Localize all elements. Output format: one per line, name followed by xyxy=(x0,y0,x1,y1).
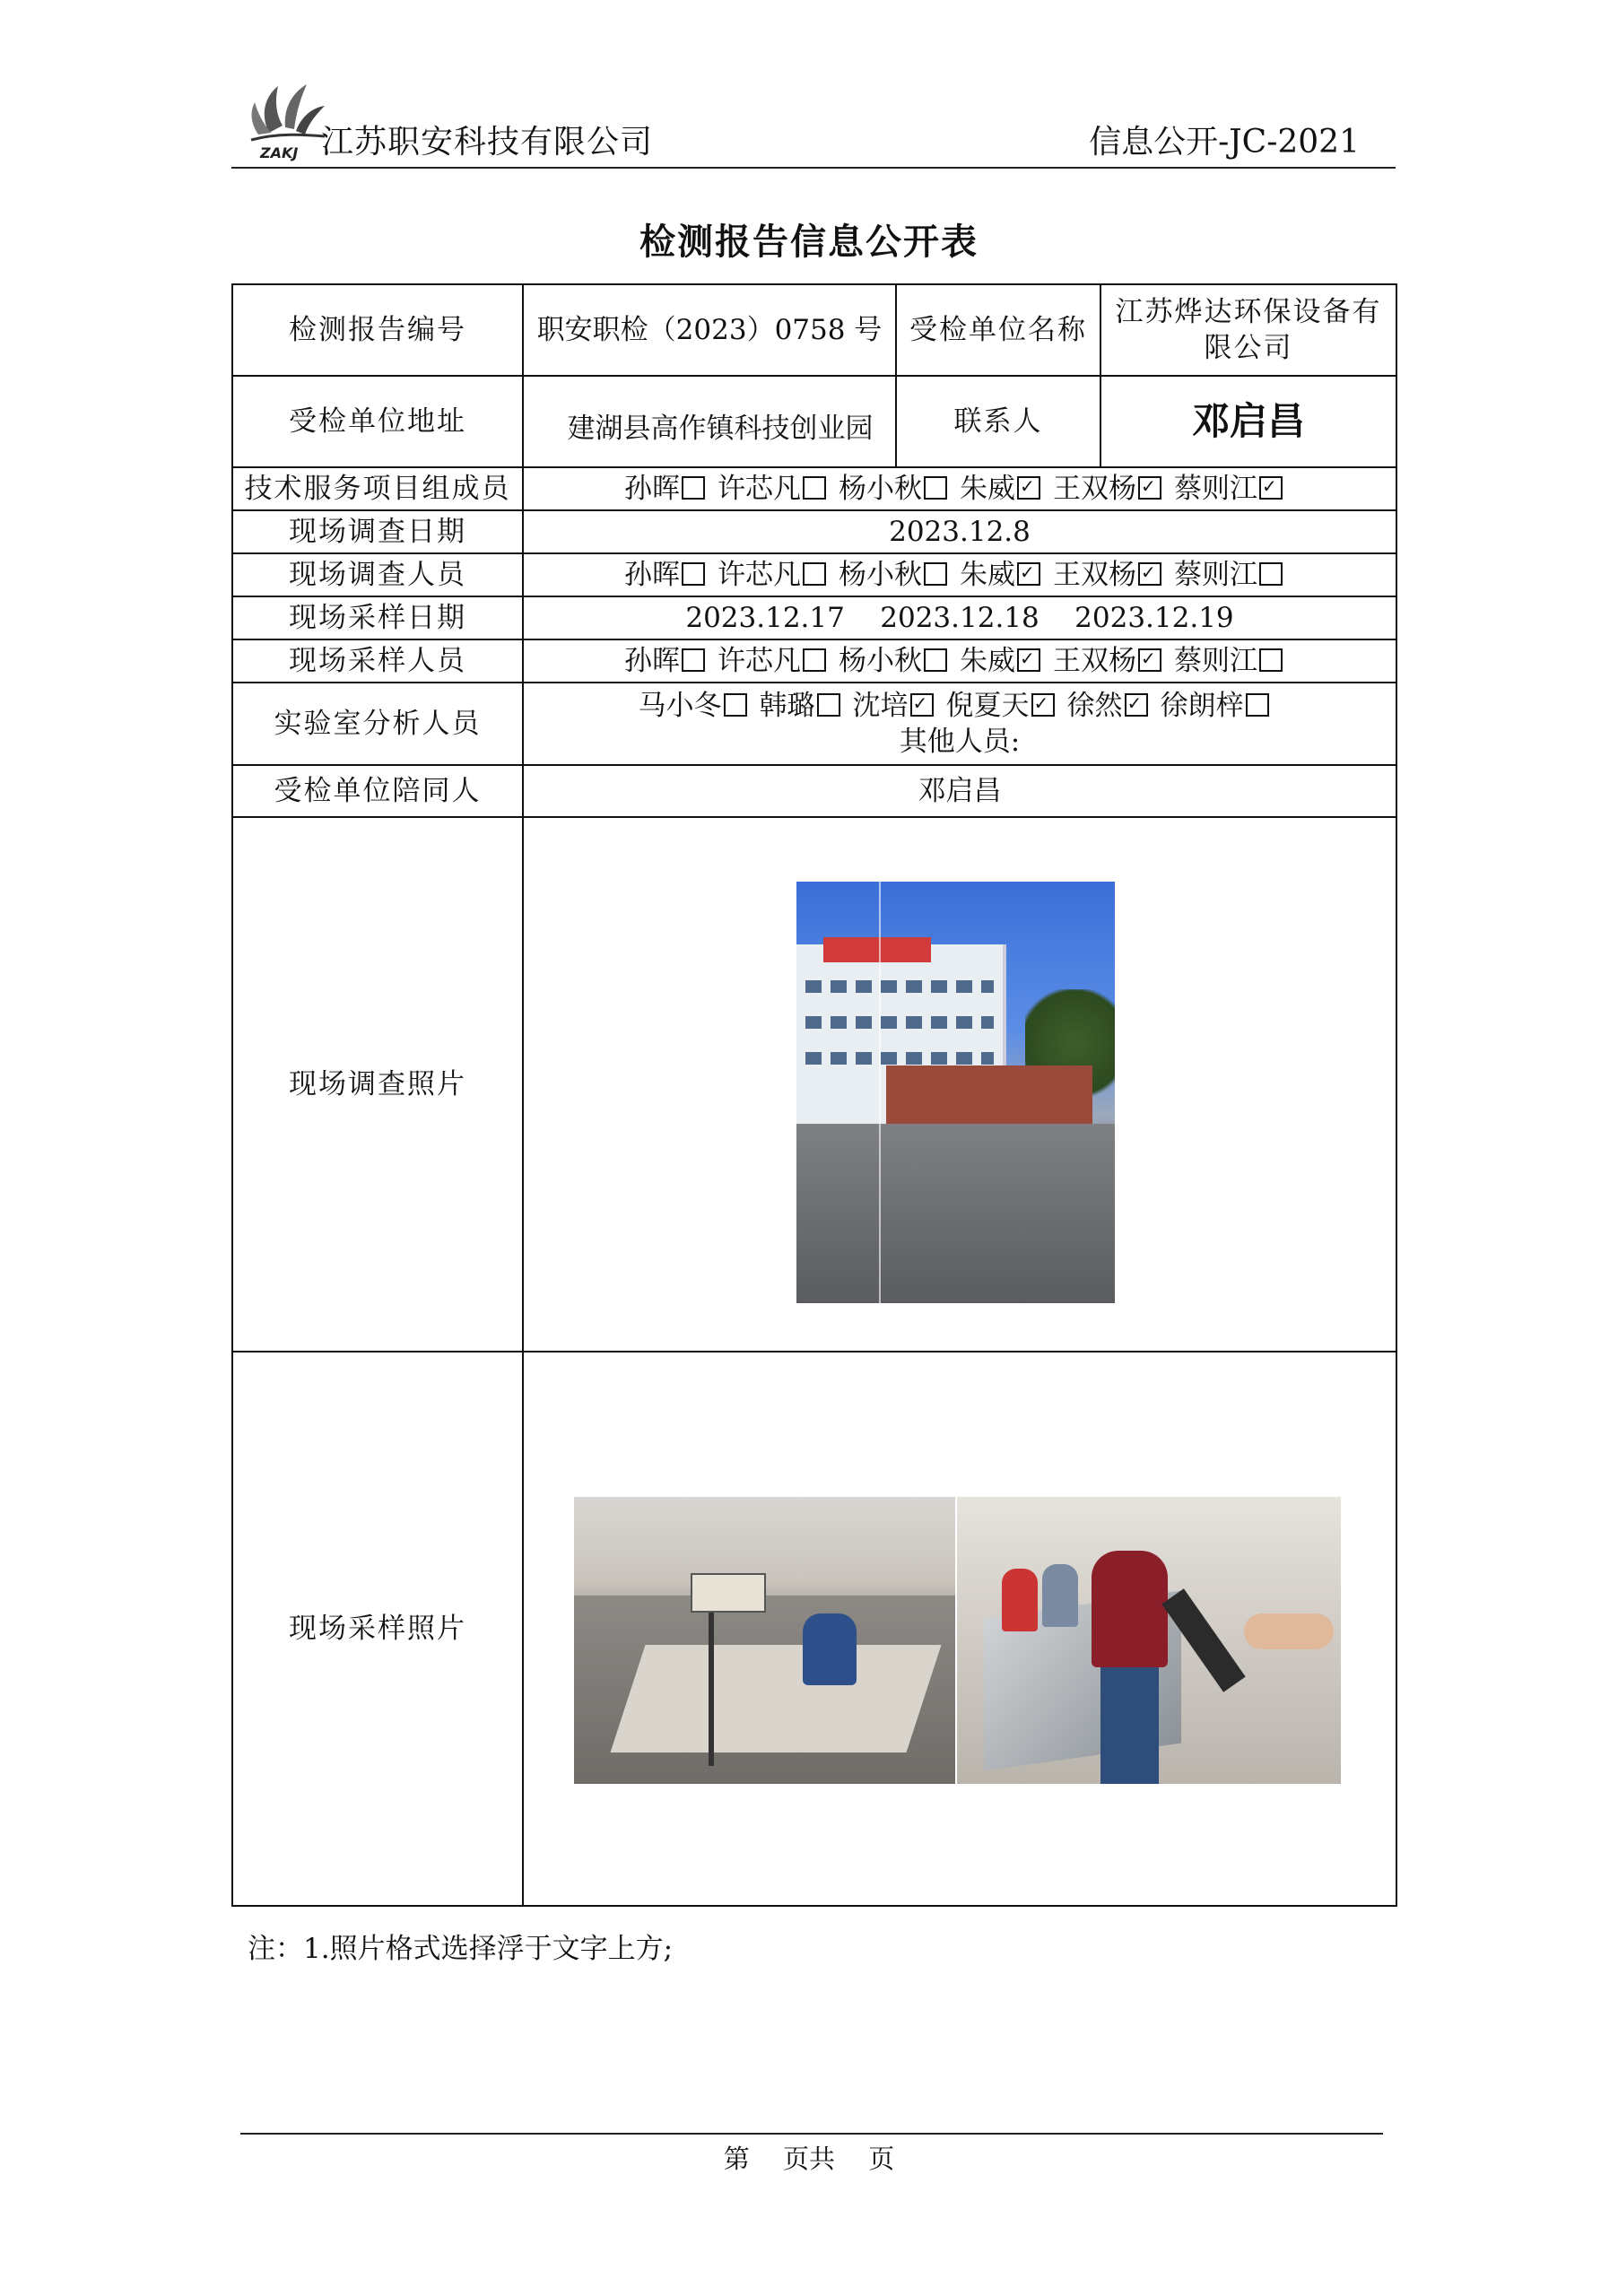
person-name: 倪夏天 xyxy=(945,689,1030,722)
survey-date-label: 现场调查日期 xyxy=(232,510,523,553)
address-value: 建湖县高作镇科技创业园 xyxy=(567,412,874,445)
person-name: 许芯凡 xyxy=(718,644,801,677)
lab-other: 其他人员: xyxy=(899,726,1021,758)
person-name: 王双杨 xyxy=(1053,472,1136,505)
sampling-staff-label: 现场采样人员 xyxy=(232,639,523,683)
unchecked-box-icon[interactable] xyxy=(682,476,705,500)
team-list xyxy=(523,467,1396,510)
person-name: 王双杨 xyxy=(1053,558,1136,591)
page-number: 第 页共 页 xyxy=(723,2144,895,2174)
checked-box-icon[interactable] xyxy=(1125,693,1148,717)
worker xyxy=(1002,1569,1038,1631)
checked-box-icon[interactable] xyxy=(1031,693,1055,717)
page-header xyxy=(231,106,1396,169)
checked-box-icon[interactable] xyxy=(1017,648,1040,672)
entrance-wall xyxy=(886,1065,1092,1128)
checked-box-icon[interactable] xyxy=(1138,562,1161,586)
person-name: 沈培 xyxy=(852,689,909,722)
survey-photo xyxy=(796,882,1115,1303)
sampling-photo-left xyxy=(574,1497,955,1784)
contact-value: 邓启昌 xyxy=(1191,398,1305,443)
unchecked-box-icon[interactable] xyxy=(924,476,947,500)
footnote: 注：1.照片格式选择浮于文字上方; xyxy=(248,1933,674,1965)
unchecked-box-icon[interactable] xyxy=(924,562,947,586)
person-name: 蔡则江 xyxy=(1174,644,1257,677)
lab-cell xyxy=(523,683,1396,765)
unchecked-box-icon[interactable] xyxy=(803,648,826,672)
person-name: 马小冬 xyxy=(638,689,722,722)
person-name: 杨小秋 xyxy=(839,472,922,505)
checked-box-icon[interactable] xyxy=(910,693,934,717)
sampling-date-label: 现场采样日期 xyxy=(232,596,523,639)
lab-label: 实验室分析人员 xyxy=(232,683,523,765)
worker xyxy=(1092,1551,1168,1667)
person-name: 蔡则江 xyxy=(1174,472,1257,505)
metal-sheet xyxy=(611,1645,942,1752)
unchecked-box-icon[interactable] xyxy=(803,562,826,586)
survey-photo-label: 现场调查照片 xyxy=(232,817,523,1352)
person-name: 徐然 xyxy=(1066,689,1123,722)
unit-name-value: 江苏烨达环保设备有限公司 xyxy=(1100,284,1396,376)
person-name: 杨小秋 xyxy=(839,558,922,591)
unchecked-box-icon[interactable] xyxy=(724,693,747,717)
address-cell xyxy=(523,376,896,467)
person-name: 朱威 xyxy=(960,472,1015,505)
sampling-photo-label: 现场采样照片 xyxy=(232,1352,523,1906)
person-name: 朱威 xyxy=(960,644,1015,677)
report-no-value: 职安职检（2023）0758 号 xyxy=(523,284,896,376)
unchecked-box-icon[interactable] xyxy=(682,562,705,586)
page-title: 检测报告信息公开表 xyxy=(639,222,979,263)
checked-box-icon[interactable] xyxy=(1017,476,1040,500)
person-name: 许芯凡 xyxy=(718,472,801,505)
survey-staff-list xyxy=(523,553,1396,596)
sampling-date-value: 2023.12.17 2023.12.18 2023.12.19 xyxy=(523,596,1396,639)
lab-staff-list xyxy=(533,688,1387,724)
address-label: 受检单位地址 xyxy=(232,376,523,467)
unchecked-box-icon[interactable] xyxy=(1259,562,1283,586)
contact-cell xyxy=(1100,376,1396,467)
unchecked-box-icon[interactable] xyxy=(1259,648,1283,672)
person-name: 朱威 xyxy=(960,558,1015,591)
tripod xyxy=(709,1587,714,1766)
report-no-label: 检测报告编号 xyxy=(232,284,523,376)
unchecked-box-icon[interactable] xyxy=(682,648,705,672)
escort-label: 受检单位陪同人 xyxy=(232,765,523,817)
worker xyxy=(803,1613,857,1685)
courtyard xyxy=(796,1124,1115,1303)
person-name: 孙晖 xyxy=(624,644,680,677)
company-name: 江苏职安科技有限公司 xyxy=(321,124,654,161)
contact-label: 联系人 xyxy=(896,376,1100,467)
sampling-staff-list xyxy=(523,639,1396,683)
unchecked-box-icon[interactable] xyxy=(1246,693,1269,717)
worker xyxy=(1042,1564,1078,1627)
red-sign xyxy=(823,937,931,962)
team-label: 技术服务项目组成员 xyxy=(232,467,523,510)
survey-staff-label: 现场调查人员 xyxy=(232,553,523,596)
sampling-instrument xyxy=(691,1573,766,1613)
person-name: 孙晖 xyxy=(624,472,680,505)
unit-name-label: 受检单位名称 xyxy=(896,284,1100,376)
document-number: 信息公开-JC-2021 xyxy=(1089,124,1360,161)
person-name: 徐朗梓 xyxy=(1160,689,1244,722)
unchecked-box-icon[interactable] xyxy=(803,476,826,500)
person-name: 韩璐 xyxy=(759,689,815,722)
checked-box-icon[interactable] xyxy=(1017,562,1040,586)
hand xyxy=(1244,1613,1334,1649)
unchecked-box-icon[interactable] xyxy=(817,693,840,717)
survey-date-value: 2023.12.8 xyxy=(523,510,1396,553)
escort-value: 邓启昌 xyxy=(523,765,1396,817)
sampling-photo-right xyxy=(957,1497,1341,1784)
unchecked-box-icon[interactable] xyxy=(924,648,947,672)
company-logo xyxy=(242,70,328,163)
checked-box-icon[interactable] xyxy=(1259,476,1283,500)
logo-text: ZAKJ xyxy=(260,144,299,161)
person-name: 许芯凡 xyxy=(718,558,801,591)
person-name: 孙晖 xyxy=(624,558,680,591)
person-name: 蔡则江 xyxy=(1174,558,1257,591)
checked-box-icon[interactable] xyxy=(1138,476,1161,500)
checked-box-icon[interactable] xyxy=(1138,648,1161,672)
person-name: 杨小秋 xyxy=(839,644,922,677)
person-name: 王双杨 xyxy=(1053,644,1136,677)
